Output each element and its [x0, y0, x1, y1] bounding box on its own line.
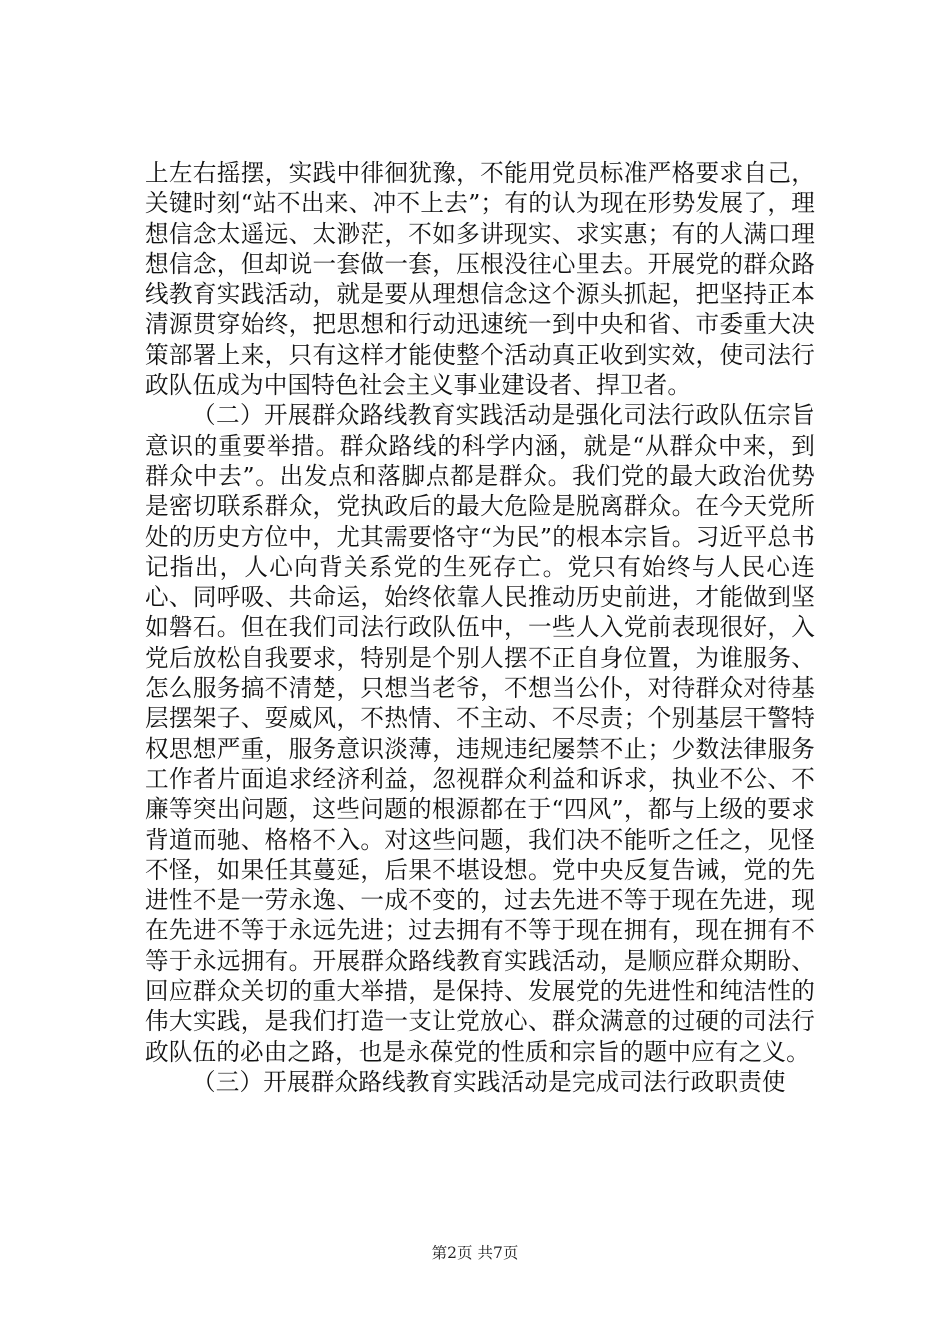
paragraph-section-three: （三）开展群众路线教育实践活动是完成司法行政职责使 [192, 1067, 786, 1096]
document-body [145, 158, 815, 1097]
paragraph-continuation: 上左右摇摆，实践中徘徊犹豫，不能用党员标准严格要求自己，关键时刻“站不出来、冲不上去”；有的认为现在形势发展了，理想信念太遥远、太渺茫，不如多讲现实、求实惠；有的人满口理想信念，但却说一套做一套，压根没往心里去。开展党的群众路线教育实践活动，就是要从理想信念这个源头抓起，把坚持正本清源贯穿始终，把思想和行动迅速统一到中央和省、市委重大决策部署上来，只有这样才能使整个活动真正收到实效，使司法行政队伍成为中国特色社会主义事业建设者、捍卫者。 [145, 159, 815, 400]
paragraph-section-two: （二）开展群众路线教育实践活动是强化司法行政队伍宗旨意识的重要举措。群众路线的科学内涵，就是“从群众中来，到群众中去”。出发点和落脚点都是群众。我们党的最大政治优势是密切联系群众，党执政后的最大危险是脱离群众。在今天党所处的历史方位中，尤其需要恪守“为民”的根本宗旨。习近平总书记指出，人心向背关系党的生死存亡。党只有始终与人民心连心、同呼吸、共命运，始终依靠人民推动历史前进，才能做到坚如磐石。但在我们司法行政队伍中，一些人入党前表现很好，入党后放松自我要求，特别是个别人摆不正自身位置，为谁服务、怎么服务搞不清楚，只想当老爷，不想当公仆，对待群众对待基层摆架子、耍威风，不热情、不主动、不尽责；个别基层干警特权思想严重，服务意识淡薄，违规违纪屡禁不止；少数法律服务工作者片面追求经济利益，忽视群众利益和诉求，执业不公、不廉等突出问题，这些问题的根源都在于“四风”，都与上级的要求背道而驰、格格不入。对这些问题，我们决不能听之任之，见怪不怪，如果任其蔓延，后果不堪设想。党中央反复告诫，党的先进性不是一劳永逸、一成不变的，过去先进不等于现在先进，现在先进不等于永远先进；过去拥有不等于现在拥有，现在拥有不等于永远拥有。开展群众路线教育实践活动，是顺应群众期盼、回应群众关切的重大举措，是保持、发展党的先进性和纯洁性的伟大实践，是我们打造一支让党放心、群众满意的过硬的司法行政队伍的必由之路，也是永葆党的性质和宗旨的题中应有之义。 [145, 401, 815, 1066]
page-footer: 第2页 共7页 [431, 1244, 519, 1262]
